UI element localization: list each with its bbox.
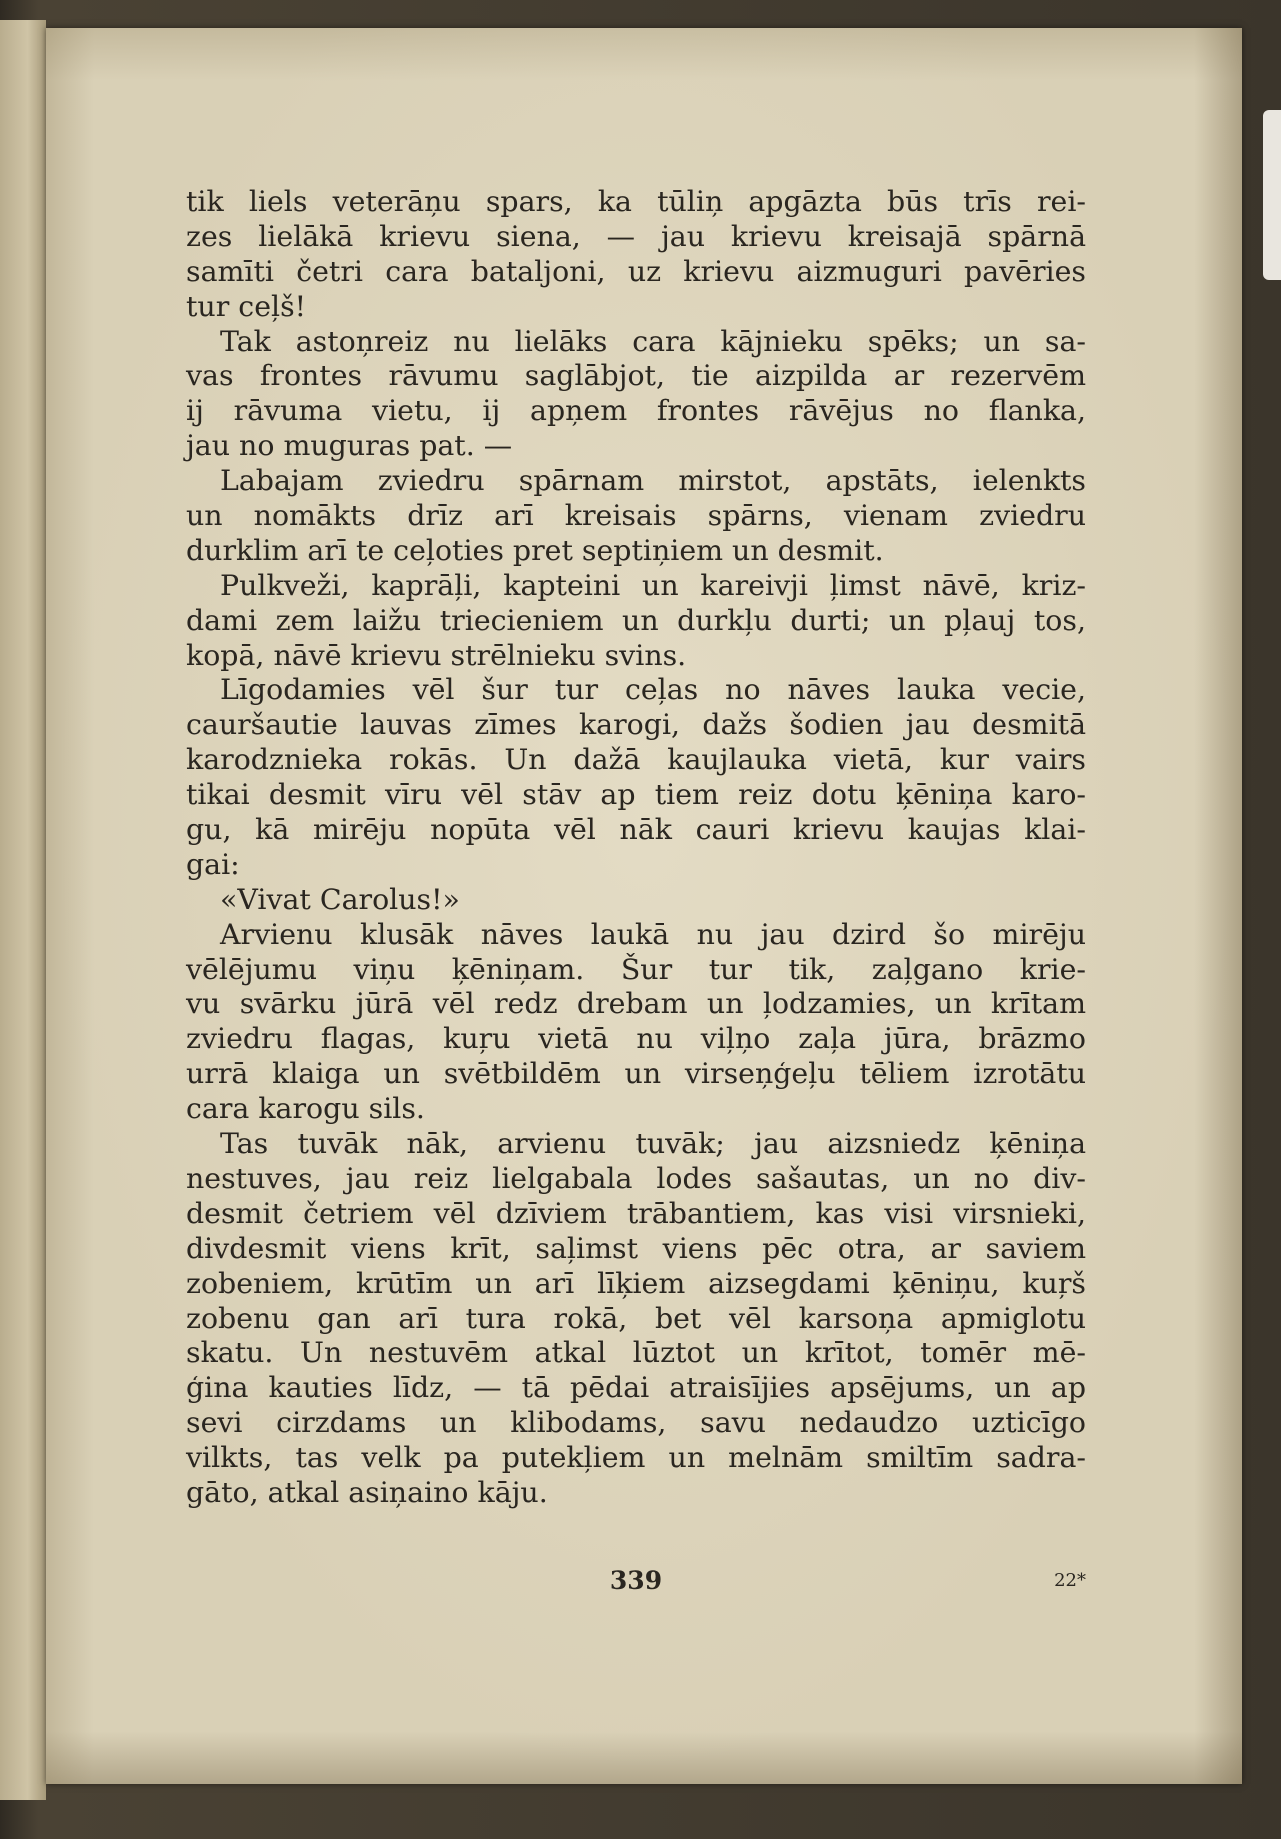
text-line: vas frontes rāvumu saglābjot, tie aizpilda ar rezervēm [186, 359, 1086, 393]
text-line: nestuves, jau reiz lielgabala lodes sašautas, un no div- [186, 1161, 1086, 1195]
page-tab-marker [1263, 110, 1281, 280]
text-line: zobeniem, krūtīm un arī līķiem aizsegdami ķēniņu, kuŗš [186, 1266, 1086, 1300]
text-line: Līgodamies vēl šur tur ceļas no nāves lauka vecie, [220, 673, 1086, 707]
text-line: jau no muguras pat. — [186, 429, 513, 463]
body-text [186, 185, 1086, 1511]
text-line: Tak astoņreiz nu lielāks cara kājnieku spēks; un sa- [220, 324, 1086, 358]
text-line: dami zem laižu triecieniem un durkļu durti; un pļauj tos, [186, 603, 1086, 637]
text-line: ģina kauties līdz, — tā pēdai atraisījies apsējums, un ap [186, 1371, 1086, 1405]
text-line: urrā klaiga un svētbildēm un virseņģeļu tēliem izrotātu [186, 1057, 1086, 1091]
text-line: durklim arī te ceļoties pret septiņiem un desmit. [186, 533, 884, 567]
text-line: zes lielākā krievu siena, — jau krievu kreisajā spārnā [186, 219, 1086, 253]
text-line: cauršautie lauvas zīmes karogi, dažs šodien jau desmitā [186, 708, 1086, 742]
text-line: gai: [186, 847, 240, 881]
text-line: gu, kā mirēju nopūta vēl nāk cauri krievu kaujas klai- [186, 813, 1086, 847]
book-left-edge [0, 20, 46, 1800]
text-line: zobenu gan arī tura rokā, bet vēl karsoņa apmiglotu [186, 1301, 1086, 1335]
text-line: tur ceļš! [186, 289, 307, 323]
text-line: Pulkveži, kaprāļi, kapteini un kareivji ļimst nāvē, kriz- [220, 568, 1086, 602]
text-line: cara karogu sils. [186, 1092, 425, 1126]
text-line: Tas tuvāk nāk, arvienu tuvāk; jau aizsniedz ķēniņa [220, 1127, 1086, 1161]
text-line: sevi cirzdams un klibodams, savu nedaudzo uzticīgo [186, 1406, 1086, 1440]
text-line: ij rāvuma vietu, ij apņem frontes rāvējus no flanka, [186, 394, 1086, 428]
text-line: Arvienu klusāk nāves laukā nu jau dzird šo mirēju [220, 917, 1086, 951]
text-line: desmit četriem vēl dzīviem trābantiem, kas visi virsnieki, [186, 1196, 1086, 1230]
text-line: vu svārku jūrā vēl redz drebam un ļodzamies, un krītam [186, 987, 1086, 1021]
page-footer [186, 1566, 1086, 1600]
page-number: 339 [609, 1566, 663, 1595]
text-line: kopā, nāvē krievu strēlnieku svins. [186, 638, 687, 672]
text-line: zviedru flagas, kuŗu vietā nu viļņo zaļa jūra, brāzmo [186, 1022, 1086, 1056]
text-line: skatu. Un nestuvēm atkal lūztot un krītot, tomēr mē- [186, 1336, 1086, 1370]
text-line: divdesmit viens krīt, saļimst viens pēc otra, ar saviem [186, 1231, 1086, 1265]
text-line: Labajam zviedru spārnam mirstot, apstāts, ielenkts [220, 464, 1086, 498]
text-line: karodznieka rokās. Un dažā kaujlauka vietā, kur vairs [186, 743, 1086, 777]
text-line: vēlējumu viņu ķēniņam. Šur tur tik, zaļgano krie- [186, 952, 1086, 986]
signature-mark: 22* [1054, 1570, 1086, 1591]
text-line: samīti četri cara bataljoni, uz krievu aizmuguri pavēries [186, 254, 1086, 288]
text-line: gāto, atkal asiņaino kāju. [186, 1475, 548, 1509]
text-line: un nomākts drīz arī kreisais spārns, vienam zviedru [186, 499, 1086, 533]
text-line: «Vivat Carolus!» [220, 882, 460, 916]
text-line: tikai desmit vīru vēl stāv ap tiem reiz dotu ķēniņa karo- [186, 778, 1086, 812]
text-line: tik liels veterāņu spars, ka tūliņ apgāzta būs trīs rei- [186, 185, 1086, 218]
text-line: vilkts, tas velk pa putekļiem un melnām smiltīm sadra- [186, 1441, 1086, 1475]
